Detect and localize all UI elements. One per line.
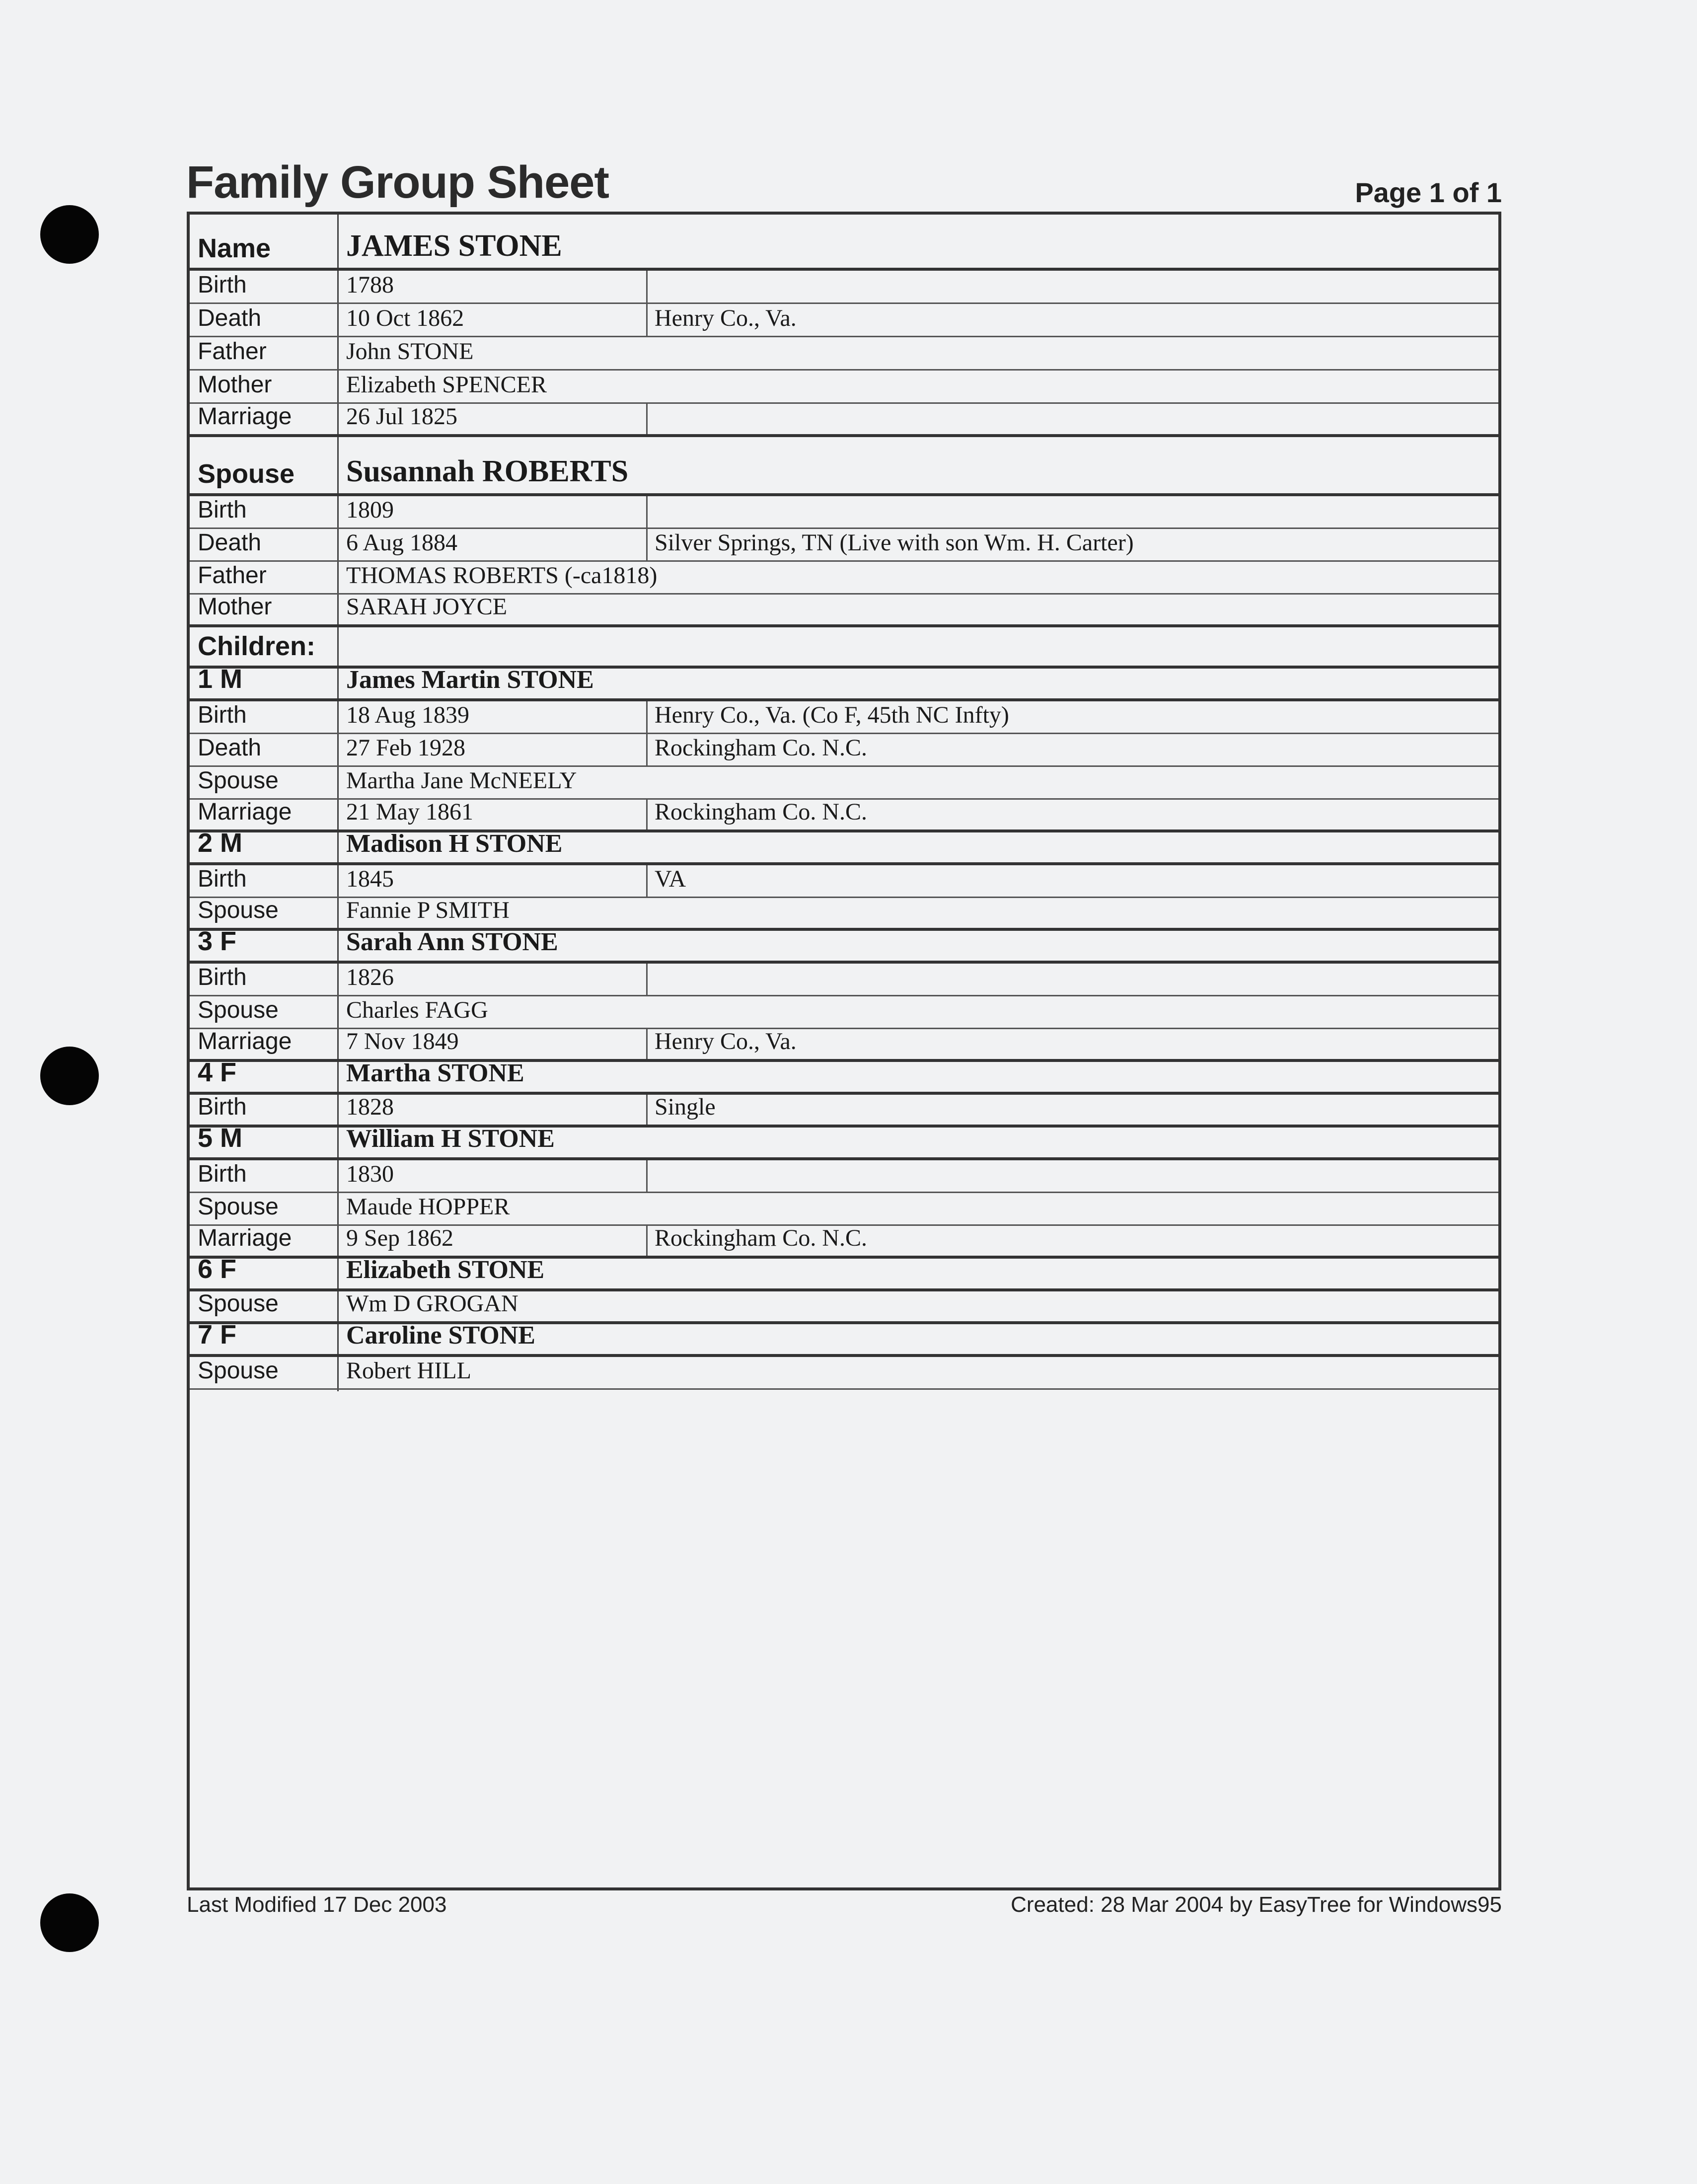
event-value: SARAH JOYCE (346, 594, 508, 620)
event-value: Martha Jane McNEELY (346, 767, 577, 794)
event-label: Death (198, 529, 262, 556)
event-row (190, 701, 1498, 734)
event-label: Spouse (198, 1357, 279, 1384)
event-place-cell (646, 865, 686, 897)
row-label: 4 F (198, 1057, 237, 1087)
row-label: 1 M (198, 664, 243, 694)
event-place: Rockingham Co. N.C. (655, 735, 867, 761)
person-name: Sarah Ann STONE (346, 928, 558, 956)
person-name: James Martin STONE (346, 666, 594, 694)
event-place: Henry Co., Va. (655, 1028, 797, 1054)
child-header-row (190, 926, 1498, 964)
event-value: 9 Sep 1862 (346, 1225, 453, 1251)
event-row (190, 1193, 1498, 1226)
event-label: Marriage (198, 799, 292, 825)
person-name: Madison H STONE (346, 829, 563, 858)
event-label: Spouse (198, 1194, 279, 1220)
event-place-cell (646, 404, 648, 434)
child-header-row (190, 1254, 1498, 1291)
event-value: 7 Nov 1849 (346, 1028, 459, 1054)
event-label: Death (198, 305, 262, 331)
event-place-cell (646, 1094, 716, 1125)
person-name: Caroline STONE (346, 1321, 535, 1350)
event-place: Henry Co., Va. (Co F, 45th NC Infty) (655, 702, 1009, 728)
event-row (190, 800, 1498, 832)
children-header-row (190, 627, 1498, 669)
row-label: 7 F (198, 1320, 237, 1350)
person-name: Elizabeth STONE (346, 1256, 545, 1284)
punch-hole-top (40, 205, 99, 264)
event-place: Rockingham Co. N.C. (655, 1225, 867, 1251)
event-place: Single (655, 1094, 716, 1120)
child-header-row (190, 1057, 1498, 1095)
event-label: Marriage (198, 403, 292, 430)
event-label: Birth (198, 272, 247, 298)
page-title: Family Group Sheet (186, 157, 609, 208)
event-value: 1826 (346, 964, 394, 990)
event-value: 1828 (346, 1094, 394, 1120)
event-label: Spouse (198, 1290, 279, 1317)
event-row (190, 304, 1498, 337)
wife-header-row (190, 437, 1498, 496)
event-place-cell (646, 1160, 648, 1192)
row-label: 5 M (198, 1123, 243, 1153)
event-row (190, 898, 1498, 931)
event-label: Spouse (198, 897, 279, 923)
event-label: Mother (198, 594, 272, 620)
event-label: Birth (198, 866, 247, 892)
event-value: Fannie P SMITH (346, 897, 510, 923)
event-label: Spouse (198, 767, 279, 794)
person-name: Martha STONE (346, 1059, 524, 1087)
created-note: Created: 28 Mar 2004 by EasyTree for Windows95 (1011, 1892, 1502, 1917)
children-label: Children: (198, 631, 315, 661)
event-place-cell (646, 734, 867, 765)
row-label: 3 F (198, 926, 237, 956)
event-value: 21 May 1861 (346, 799, 473, 825)
row-label: Name (198, 233, 271, 263)
punch-hole-middle (40, 1047, 99, 1105)
event-label: Marriage (198, 1225, 292, 1251)
event-value: 1809 (346, 497, 394, 523)
event-label: Birth (198, 702, 247, 728)
event-place-cell (646, 1225, 867, 1256)
event-place-cell (646, 496, 648, 527)
event-value: Charles FAGG (346, 997, 488, 1023)
family-group-table (187, 212, 1501, 1890)
person-name: JAMES STONE (346, 229, 562, 263)
event-place: Rockingham Co. N.C. (655, 799, 867, 825)
event-place-cell (646, 701, 1009, 733)
person-name: William H STONE (346, 1125, 555, 1153)
row-label: 6 F (198, 1254, 237, 1284)
event-place-cell (646, 271, 648, 302)
event-value: 6 Aug 1884 (346, 529, 458, 556)
event-place-cell (646, 529, 1134, 560)
event-row (190, 1029, 1498, 1062)
event-value: THOMAS ROBERTS (-ca1818) (346, 562, 658, 589)
event-row (190, 767, 1498, 800)
event-value: Maude HOPPER (346, 1194, 510, 1220)
event-row (190, 595, 1498, 627)
row-label: 2 M (198, 828, 243, 858)
event-label: Birth (198, 1161, 247, 1187)
event-value: 1788 (346, 272, 394, 298)
event-row (190, 865, 1498, 898)
event-label: Birth (198, 964, 247, 990)
event-value: 26 Jul 1825 (346, 403, 458, 430)
event-row (190, 271, 1498, 304)
event-value: 27 Feb 1928 (346, 735, 465, 761)
row-label: Spouse (198, 459, 295, 489)
event-place-cell (646, 799, 867, 829)
husband-header-row (190, 215, 1498, 271)
child-header-row (190, 664, 1498, 701)
event-row (190, 1160, 1498, 1193)
event-value: Elizabeth SPENCER (346, 372, 547, 398)
event-label: Birth (198, 497, 247, 523)
page-number: Page 1 of 1 (1355, 177, 1502, 208)
event-row (190, 1226, 1498, 1259)
event-label: Father (198, 338, 267, 365)
event-row (190, 529, 1498, 562)
event-row (190, 734, 1498, 767)
event-row (190, 337, 1498, 371)
event-place: Henry Co., Va. (655, 305, 797, 331)
child-header-row (190, 1320, 1498, 1357)
event-label: Death (198, 735, 262, 761)
event-value: 1830 (346, 1161, 394, 1187)
event-place: VA (655, 866, 686, 892)
event-value: John STONE (346, 338, 474, 365)
event-value: Wm D GROGAN (346, 1290, 518, 1317)
punch-hole-bottom (40, 1893, 99, 1952)
event-place: Silver Springs, TN (Live with son Wm. H. Carter) (655, 529, 1134, 556)
last-modified: Last Modified 17 Dec 2003 (187, 1892, 447, 1917)
event-row (190, 371, 1498, 404)
event-place-cell (646, 964, 648, 995)
child-header-row (190, 1123, 1498, 1160)
event-row (190, 964, 1498, 996)
event-place-cell (646, 1028, 797, 1059)
event-value: Robert HILL (346, 1357, 471, 1384)
event-row (190, 1291, 1498, 1324)
event-row (190, 1357, 1498, 1390)
person-name: Susannah ROBERTS (346, 454, 629, 488)
event-row (190, 996, 1498, 1029)
event-label: Mother (198, 372, 272, 398)
event-label: Marriage (198, 1028, 292, 1054)
event-label: Father (198, 562, 267, 589)
event-value: 10 Oct 1862 (346, 305, 464, 331)
event-label: Birth (198, 1094, 247, 1120)
event-row (190, 496, 1498, 529)
event-row (190, 404, 1498, 437)
child-header-row (190, 828, 1498, 865)
event-value: 1845 (346, 866, 394, 892)
event-value: 18 Aug 1839 (346, 702, 470, 728)
event-place-cell (646, 304, 797, 336)
event-row (190, 1095, 1498, 1128)
event-row (190, 562, 1498, 595)
event-label: Spouse (198, 997, 279, 1023)
